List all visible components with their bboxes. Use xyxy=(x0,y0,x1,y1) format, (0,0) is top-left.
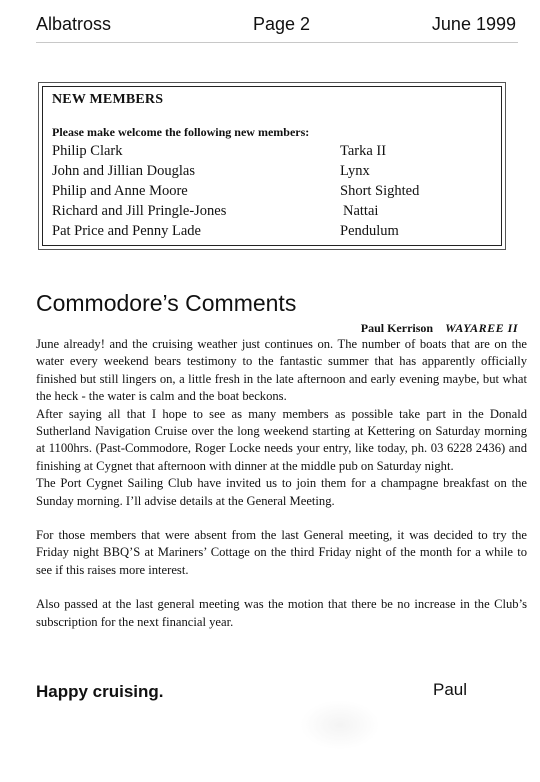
member-boat: Lynx xyxy=(340,163,370,179)
article-body xyxy=(36,336,527,631)
issue-date: June 1999 xyxy=(431,14,516,34)
member-name: Richard and Jill Pringle-Jones xyxy=(52,203,227,219)
page-header xyxy=(36,12,518,43)
member-boat: Pendulum xyxy=(340,223,399,239)
article-byline xyxy=(361,321,518,336)
member-name: Philip and Anne Moore xyxy=(52,183,188,199)
member-boat: Nattai xyxy=(343,203,379,219)
article-signature: Paul xyxy=(433,680,468,699)
new-members-title: NEW MEMBERS xyxy=(52,92,164,107)
article-paragraph: After saying all that I hope to see as many members as possible take part in the Donald Sutherland Navigation Cruise over the long weekend starting at Kettering on Saturday morning at 1100hrs. (Past-Commodore, Roger Locke needs your entry, like today, ph. 03 6228 2436) and finishing at Cygnet that afternoon with dinner at the middle pub on Saturday night. xyxy=(36,406,527,473)
new-members-box xyxy=(42,86,502,246)
newsletter-name: Albatross xyxy=(36,14,112,34)
page-number: Page 2 xyxy=(253,14,311,34)
member-row xyxy=(52,203,492,223)
member-boat: Short Sighted xyxy=(340,183,420,199)
member-name: Philip Clark xyxy=(52,143,123,159)
member-row xyxy=(52,163,492,183)
article-paragraph: For those members that were absent from the last General meeting, it was decided to try the Friday night BBQ’S at Mariners’ Cottage on the third Friday night of the month for a while to see if this raises more interest. xyxy=(36,528,527,577)
member-row xyxy=(52,143,492,163)
article-paragraph: The Port Cygnet Sailing Club have invited us to join them for a champagne breakfast on the Sunday morning. I’ll advise details at the General Meeting. xyxy=(36,476,527,508)
article-title: Commodore’s Comments xyxy=(36,290,297,316)
member-boat: Tarka II xyxy=(340,143,387,159)
member-row xyxy=(52,183,492,203)
member-name: Pat Price and Penny Lade xyxy=(52,223,201,239)
author-boat: WAYAREE II xyxy=(445,321,518,335)
article-paragraph: Also passed at the last general meeting was the motion that there be no increase in the Club’s subscription for the next financial year. xyxy=(36,597,527,629)
new-members-intro: Please make welcome the following new members: xyxy=(52,125,310,139)
article-author: Paul Kerrison xyxy=(360,321,434,335)
scan-smudge xyxy=(300,700,380,750)
article-signoff: Happy cruising. xyxy=(36,682,164,701)
article-paragraph: June already! and the cruising weather just continues on. The number of boats that are on the water every weekend bears testimony to the fantastic summer that has apparently officially finished but still lingers on, a little fresh in the late afternoon and early evening maybe, but what the heck - the water is calm and the boat beckons. xyxy=(36,337,527,404)
member-row xyxy=(52,223,492,243)
member-name: John and Jillian Douglas xyxy=(52,163,195,179)
